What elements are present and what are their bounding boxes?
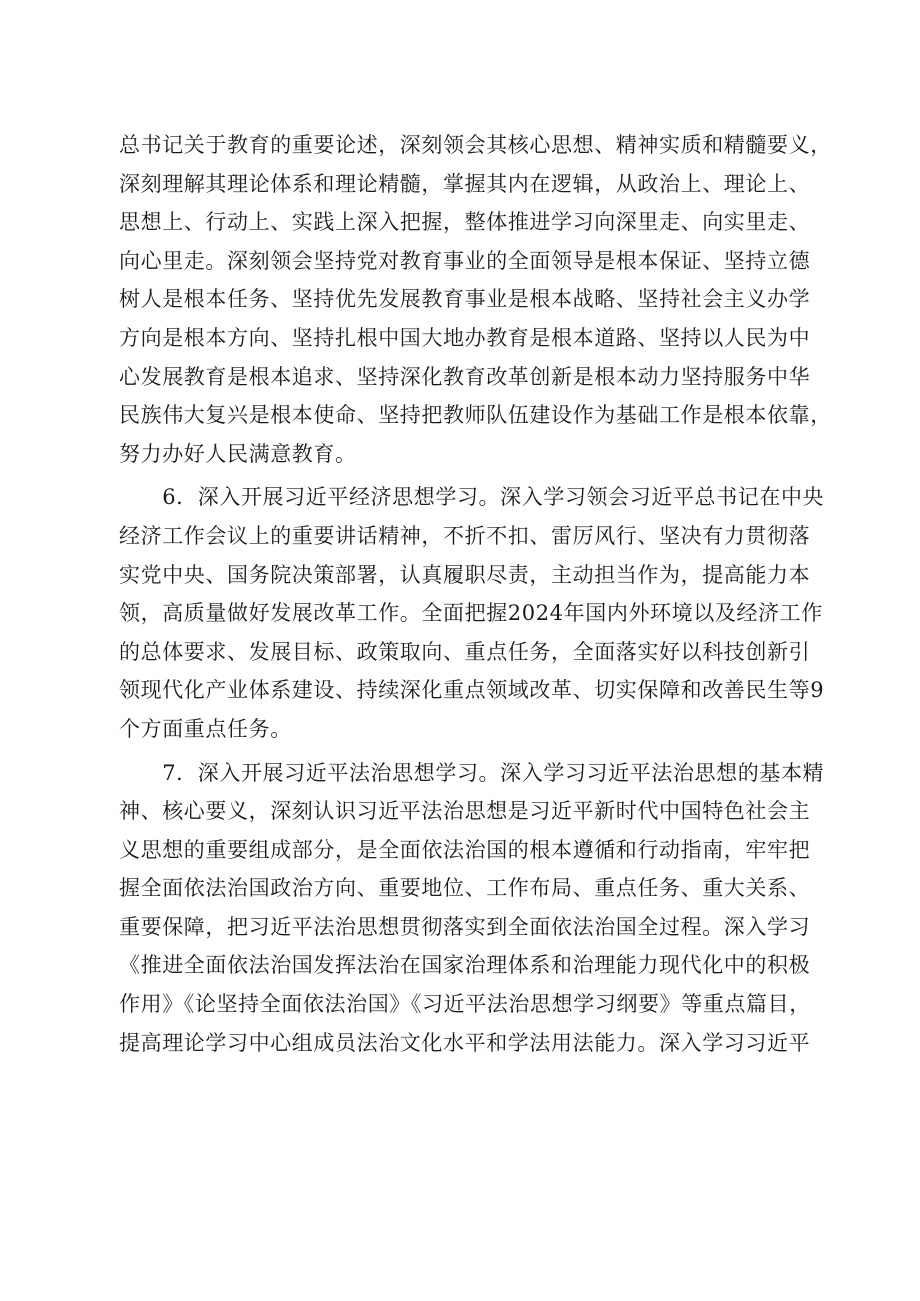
text-line: 民族伟大复兴是根本使命、坚持把教师队伍建设作为基础工作是根本依靠，	[119, 403, 832, 428]
text-line: 深刻理解其理论体系和理论精髓，掌握其内在逻辑，从政治上、理论上、	[119, 171, 811, 196]
text-line: 思想上、行动上、实践上深入把握，整体推进学习向深里走、向实里走、	[119, 210, 811, 235]
text-line: 重要保障，把习近平法治思想贯彻落实到全面依法治国全过程。深入学习	[119, 914, 811, 939]
text-line: 经济工作会议上的重要讲话精神，不折不扣、雷厉风行、坚决有力贯彻落	[119, 523, 811, 548]
text-line: 提高理论学习中心组成员法治文化水平和学法用法能力。深入学习习近平	[119, 1030, 811, 1055]
text-line: 个方面重点任务。	[119, 716, 292, 741]
text-line: 心发展教育是根本追求、坚持深化教育改革创新是根本动力坚持服务中华	[119, 364, 811, 389]
paragraph-heading-line: 7．深入开展习近平法治思想学习。深入学习习近平法治思想的基本精	[119, 760, 825, 785]
text-line: 的总体要求、发展目标、政策取向、重点任务，全面落实好以科技创新引	[119, 639, 811, 664]
text-line: 作用》《论坚持全面依法治国》《习近平法治思想学习纲要》等重点篇目，	[119, 992, 811, 1017]
text-line: 努力办好人民满意教育。	[119, 441, 357, 466]
text-line: 树人是根本任务、坚持优先发展教育事业是根本战略、坚持社会主义办学	[119, 287, 811, 312]
paragraph-heading-line: 6．深入开展习近平经济思想学习。深入学习领会习近平总书记在中央	[119, 485, 825, 510]
text-line: 方向是根本方向、坚持扎根中国大地办教育是根本道路、坚持以人民为中	[119, 325, 811, 350]
text-line: 神、核心要义，深刻认识习近平法治思想是习近平新时代中国特色社会主	[119, 799, 811, 824]
text-line: 向心里走。深刻领会坚持党对教育事业的全面领导是根本保证、坚持立德	[119, 248, 811, 273]
text-line: 领，高质量做好发展改革工作。全面把握2024年国内外环境以及经济工作	[119, 601, 823, 626]
text-line: 《推进全面依法治国发挥法治在国家治理体系和治理能力现代化中的积极	[119, 953, 811, 978]
text-line: 总书记关于教育的重要论述，深刻领会其核心思想、精神实质和精髓要义，	[119, 133, 832, 157]
text-line: 握全面依法治国政治方向、重要地位、工作布局、重点任务、重大关系、	[119, 876, 811, 901]
text-line: 义思想的重要组成部分，是全面依法治国的根本遵循和行动指南，牢牢把	[119, 837, 811, 862]
document-body	[119, 126, 832, 1062]
text-line: 领现代化产业体系建设、持续深化重点领域改革、切实保障和改善民生等9	[119, 678, 825, 703]
text-line: 实党中央、国务院决策部署，认真履职尽责，主动担当作为，提高能力本	[119, 562, 811, 587]
